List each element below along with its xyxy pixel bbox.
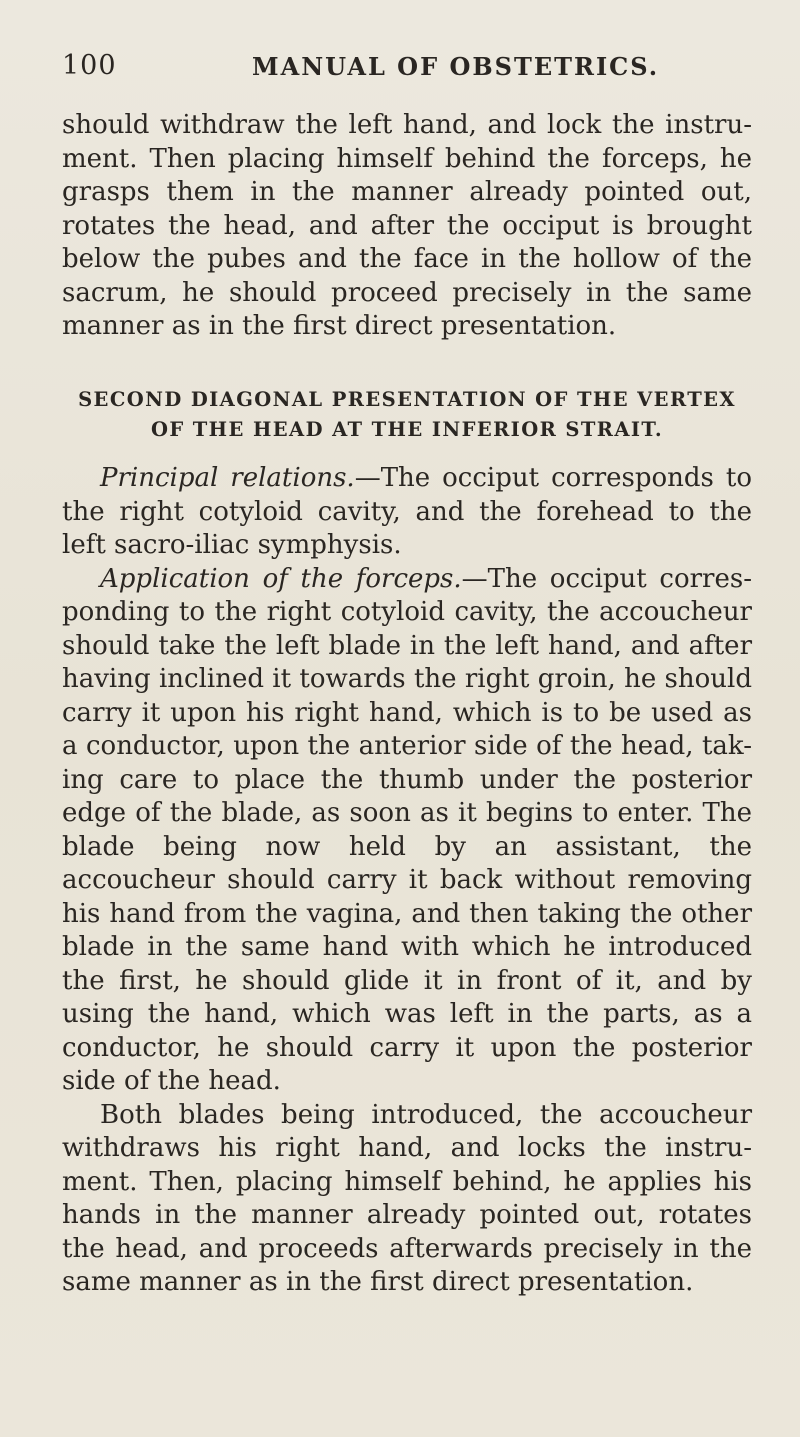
page-header: [62, 50, 752, 86]
page-number: 100: [62, 50, 117, 81]
section-heading: [62, 385, 752, 445]
paragraph-text: should withdraw the left hand, and lock the instru-ment. Then placing himself behind the forceps, he grasps them in the manner already pointed out, rotates the head, and after the occiput is brought below the pubes and the face in the hollow of the sacrum, he should proceed precisely in the same manner as in the first direct presentation.: [62, 110, 752, 341]
application-label: Application of the forceps.: [100, 563, 462, 594]
section-body: [62, 462, 752, 1300]
section-heading-line-2: OF THE HEAD AT THE INFERIOR STRAIT.: [150, 418, 664, 441]
principal-relations-paragraph: [62, 462, 752, 563]
application-paragraph: [62, 563, 752, 1099]
section-heading-line-1: SECOND DIAGONAL PRESENTATION OF THE VERTEX: [78, 388, 736, 411]
final-paragraph: Both blades being introduced, the accoucheur withdraws his right hand, and locks the instru-ment. Then, placing himself behind, he applies his hands in the manner already pointed out, rotates the head, and proceeds afterwards precisely in the same manner as in the first direct presentation.: [62, 1099, 752, 1297]
paragraph-continued: [62, 109, 752, 344]
application-text: —The occiput corres-ponding to the right cotyloid cavity, the accoucheur should take the left blade in the left hand, and after having inclined it towards the right groin, he should carry it upon his right hand, which is to be used as a conductor, upon the anterior side of the head, tak-ing care to place the thumb under the posterior edge of the blade, as soon as it begins to enter. The blade being now held by an assistant, the accoucheur should carry it back without removing his hand from the vagina, and then taking the other blade in the same hand with which he introduced the first, he should glide it in front of it, and by using the hand, which was left in the parts, as a conductor, he should carry it upon the posterior side of the head.: [62, 563, 752, 1096]
principal-relations-text: —The occiput corresponds to the right cotyloid cavity, and the forehead to the left sacro-iliac symphysis.: [62, 463, 752, 560]
running-head: MANUAL OF OBSTETRICS.: [252, 52, 660, 81]
principal-relations-label: Principal relations.: [100, 463, 355, 493]
